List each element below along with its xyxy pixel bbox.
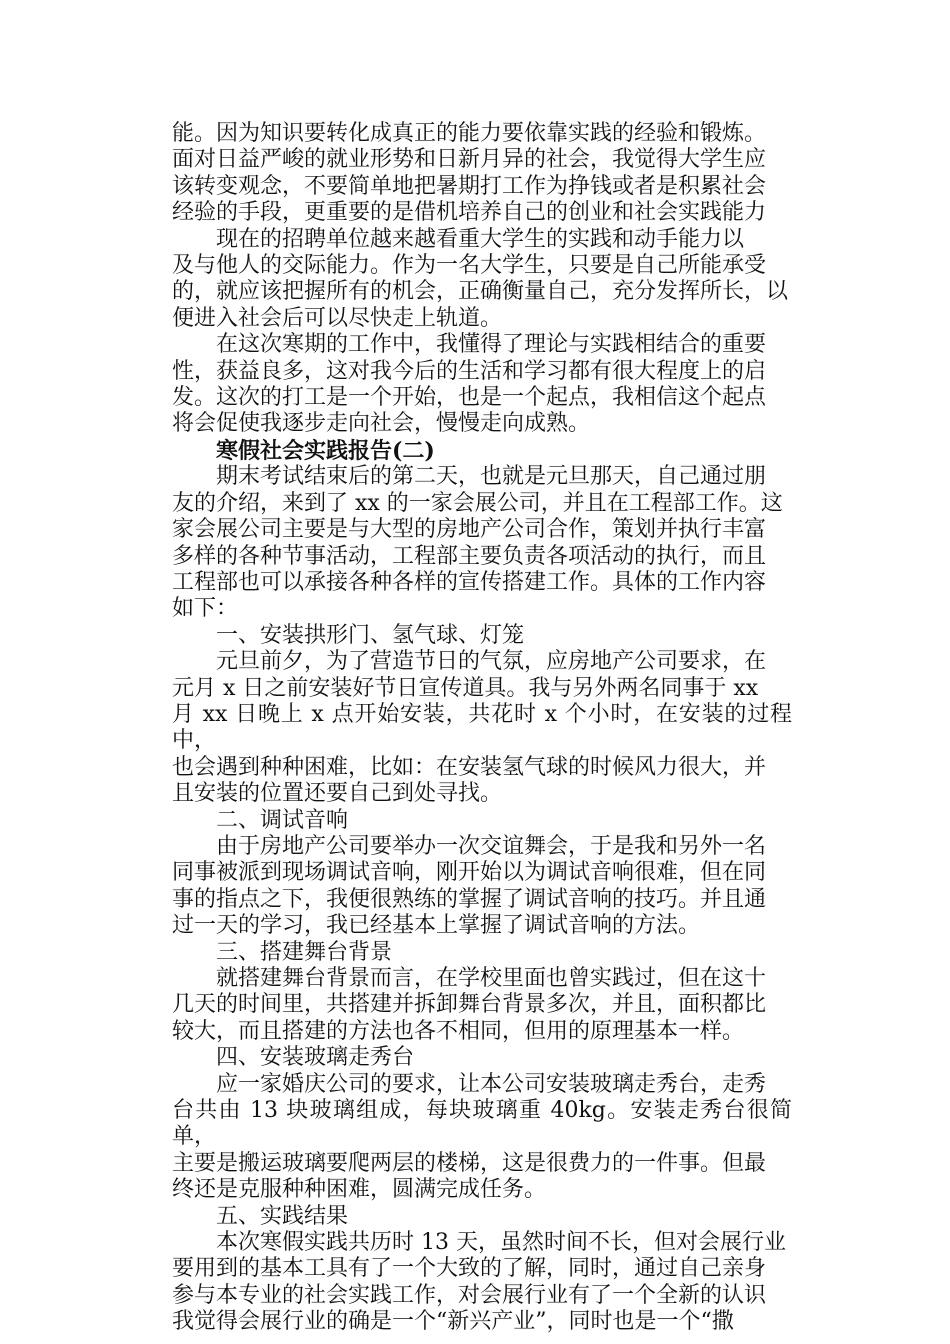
section-heading-5: 五、实践结果 [216, 1203, 349, 1229]
paragraph-intro: 期末考试结束后的第二天，也就是元旦那天，自己通过朋 友的介绍，来到了 xx 的一家会展公司，并且在工程部工作。这 家会展公司主要是与大型的房地产公司合作，策划并执行丰富 多样的各种节事活动，工程部主要负责各项活动的执行，而且 工程部也可以承接各种各样的宣传搭建工作。具体的工作内容 如下： [172, 464, 783, 622]
section-heading-3: 三、搭建舞台背景 [216, 939, 393, 965]
paragraph-section-2: 由于房地产公司要举办一次交谊舞会，于是我和另外一名 同事被派到现场调试音响，刚开始以为调试音响很难，但在同 事的指点之下，我便很熟练的掌握了调试音响的技巧。并且通 过一天的学习，我已经基本上掌握了调试音响的方法。 [172, 833, 767, 939]
paragraph-section-1: 元旦前夕，为了营造节日的气氛，应房地产公司要求，在 元月 x 日之前安装好节日宣传道具。我与另外两名同事于 xx 月 xx 日晚上 x 点开始安装，共花时 x 个小时，在安装的过程中， 也会遇到种种困难，比如：在安装氢气球的时候风力很大，并 且安装的位置还要自己到处寻找。 [172, 649, 792, 807]
section-heading-1: 一、安装拱形门、氢气球、灯笼 [216, 622, 525, 648]
paragraph-continuation: 能。因为知识要转化成真正的能力要依靠实践的经验和锻炼。 面对日益严峻的就业形势和日新月异的社会，我觉得大学生应 该转变观念，不要简单地把暑期打工作为挣钱或者是积累社会 经验的手段，更重要的是借机培养自己的创业和社会实践能力 [172, 121, 767, 226]
section-heading-4: 四、安装玻璃走秀台 [216, 1045, 415, 1071]
paragraph-recruiting: 现在的招聘单位越来越看重大学生的实践和动手能力以 及与他人的交际能力。作为一名大学生，只要是自己所能承受 的，就应该把握所有的机会，正确衡量自己，充分发挥所长，以 便进入社会后可以尽快走上轨道。 [172, 226, 789, 331]
section-heading-2: 二、调试音响 [216, 807, 349, 833]
paragraph-section-5: 本次寒假实践共历时 13 天，虽然时间不长，但对会展行业 要用到的基本工具有了一个大致的了解，同时，通过自己亲身 参与本专业的社会实践工作，对会展行业有了一个全新的认识 我觉得会展行业的确是一个“新兴产业”，同时也是一个“撒 [172, 1230, 786, 1335]
paragraph-winter-work: 在这次寒期的工作中，我懂得了理论与实践相结合的重要 性，获益良多，这对我今后的生活和学习都有很大程度上的启 发。这次的打工是一个开始，也是一个起点，我相信这个起点 将会促使我逐步走向社会，慢慢走向成熟。 [172, 332, 767, 437]
report-title: 寒假社会实践报告(二) [216, 437, 435, 464]
paragraph-section-3: 就搭建舞台背景而言，在学校里面也曾实践过，但在这十 几天的时间里，共搭建并拆卸舞台背景多次，并且，面积都比 较大，而且搭建的方法也各不相同，但用的原理基本一样。 [172, 966, 767, 1044]
paragraph-section-4: 应一家婚庆公司的要求，让本公司安装玻璃走秀台，走秀 台共由 13 块玻璃组成，每块玻璃重 40kg。安装走秀台很简单， 主要是搬运玻璃要爬两层的楼梯，这是很费力的一件事。但最 终还是克服种种困难，圆满完成任务。 [172, 1071, 792, 1203]
document-body [172, 121, 792, 1336]
